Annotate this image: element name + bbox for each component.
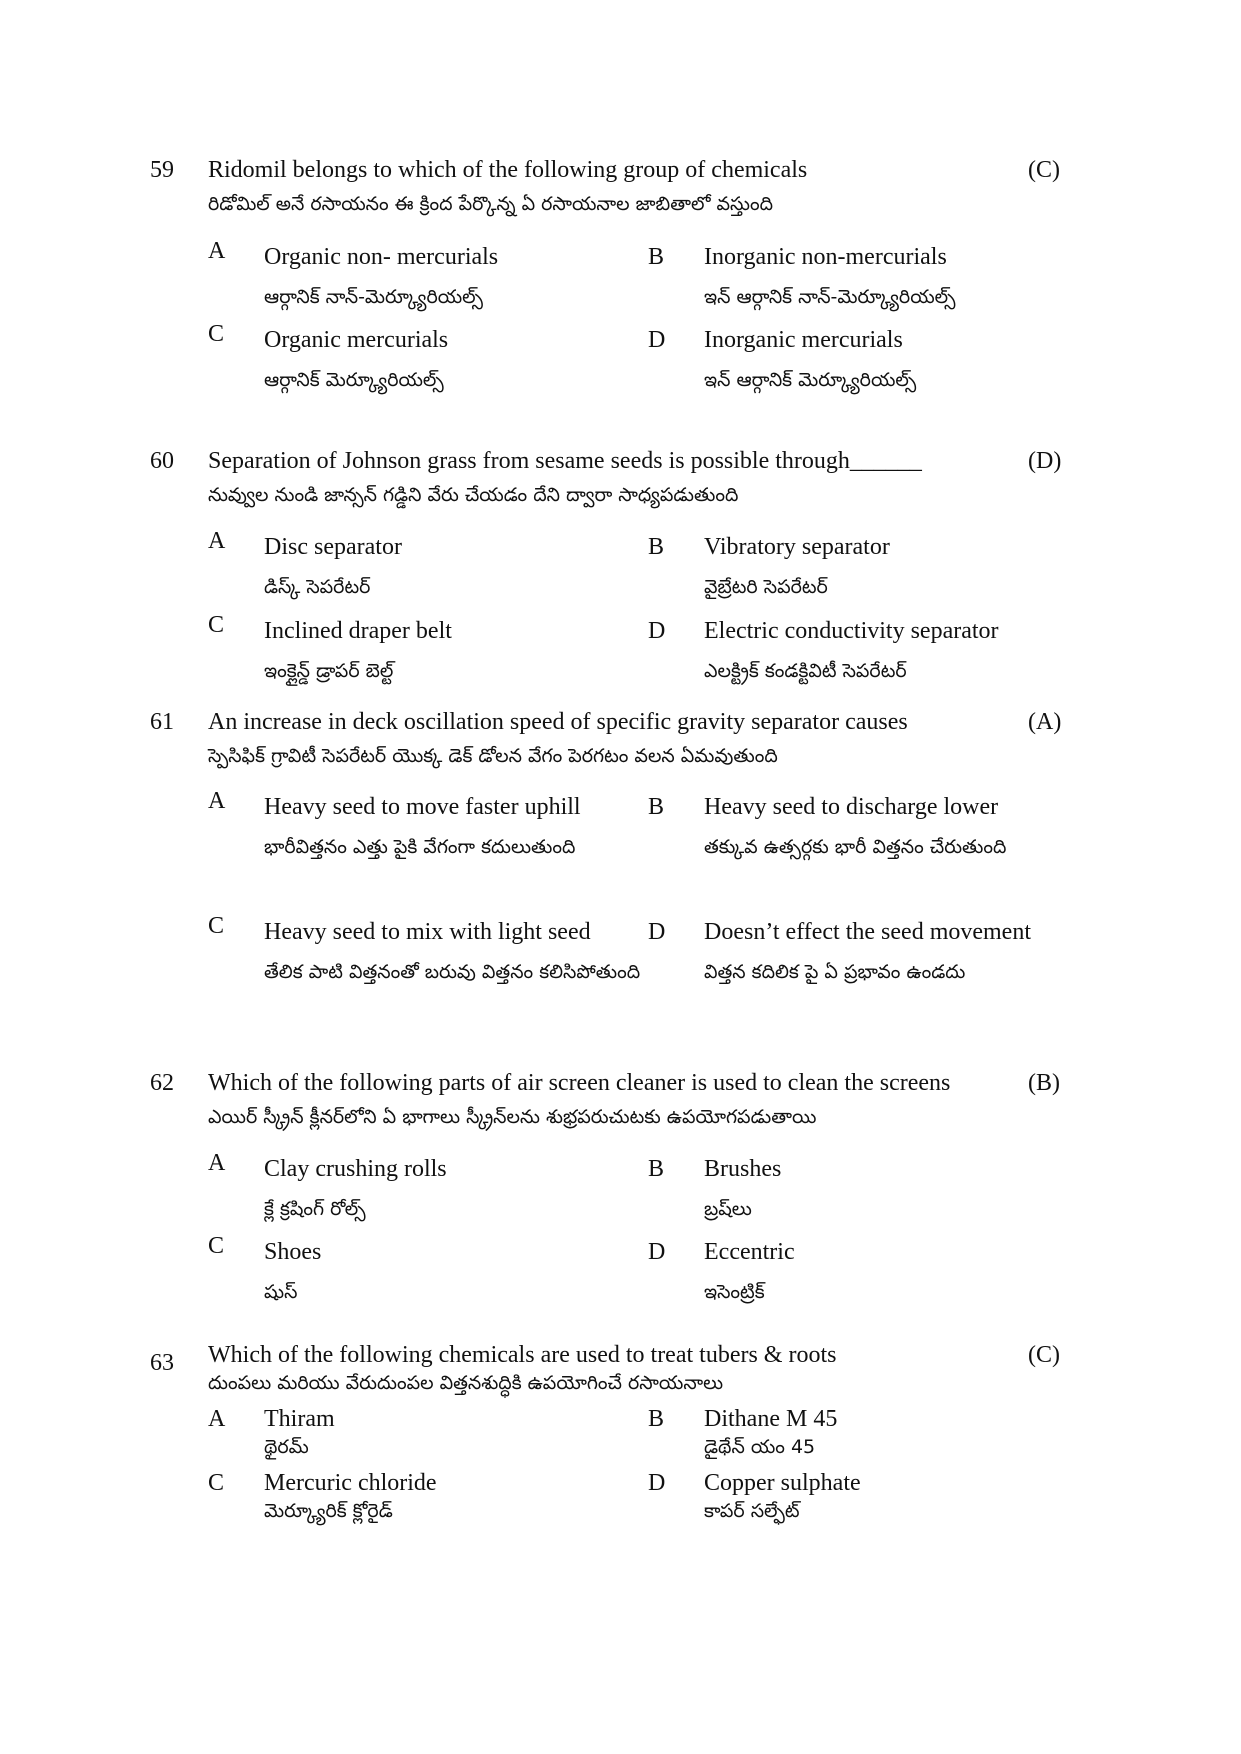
option-text-telugu: బ్రష్‌లు (704, 1198, 752, 1220)
question-number: 61 (150, 709, 174, 735)
option-text-english: Copper sulphate (704, 1470, 861, 1496)
answer-key: (D) (1028, 448, 1062, 474)
option-letter: C (208, 321, 225, 347)
question-number: 62 (150, 1070, 174, 1096)
option-text-telugu: భారీవిత్తనం ఎత్తు పైకి వేగంగా కదులుతుంది (264, 836, 576, 858)
question-text-english: Which of the following chemicals are used to treat tubers & roots (208, 1342, 837, 1368)
option-letter: D (648, 1239, 666, 1265)
option-text-english: Dithane M 45 (704, 1406, 838, 1432)
option-text-english: Vibratory separator (704, 534, 890, 560)
answer-key: (B) (1028, 1070, 1060, 1096)
option-text-telugu: థైరమ్ (264, 1436, 309, 1458)
option-text-telugu: విత్తన కదిలిక పై ఏ ప్రభావం ఉండదు (704, 961, 966, 983)
option-letter: C (208, 1233, 225, 1259)
option-letter: D (648, 1470, 666, 1496)
option-text-english: Clay crushing rolls (264, 1156, 447, 1182)
option-text-english: Shoes (264, 1239, 322, 1265)
option-text-english: Doesn’t effect the seed movement (704, 919, 1031, 945)
question-number: 60 (150, 448, 174, 474)
option-text-telugu: మెర్క్యూరిక్ క్లోరైడ్ (264, 1500, 393, 1522)
option-letter: B (648, 1156, 665, 1182)
option-text-telugu: ఆర్గానిక్ నాన్-మెర్క్యూరియల్స్ (264, 286, 483, 308)
option-text-telugu: తక్కువ ఉత్సర్గకు భారీ విత్తనం చేరుతుంది (704, 836, 1007, 858)
option-letter: D (648, 618, 666, 644)
option-letter: A (208, 238, 226, 264)
question-text-telugu: స్పెసిఫిక్ గ్రావిటీ సెపరేటర్ యొక్క డెక్ డోలన వేగం పెరగటం వలన ఏమవుతుంది (208, 745, 778, 767)
question-number: 59 (150, 157, 174, 183)
option-text-english: Heavy seed to discharge lower (704, 794, 999, 820)
option-text-telugu: ఇన్ ఆర్గానిక్ మెర్క్యూరియల్స్ (704, 369, 917, 391)
option-text-english: Heavy seed to mix with light seed (264, 919, 591, 945)
option-text-telugu: ఇంక్లైన్డ్ డ్రాపర్ బెల్ట్ (264, 660, 394, 682)
option-text-english: Brushes (704, 1156, 782, 1182)
option-text-telugu: క్లే క్రషింగ్ రోల్స్ (264, 1198, 366, 1220)
question-text-telugu: ఎయిర్ స్క్రీన్ క్లీనర్‌లోని ఏ భాగాలు స్క్రీన్‌లను శుభ్రపరుచుటకు ఉపయోగపడుతాయి (208, 1106, 817, 1128)
question-text-english: Separation of Johnson grass from sesame seeds is possible through______ (208, 448, 922, 474)
option-letter: B (648, 534, 665, 560)
option-letter: C (208, 612, 225, 638)
option-letter: C (208, 913, 225, 939)
option-text-english: Eccentric (704, 1239, 795, 1265)
option-text-english: Mercuric chloride (264, 1470, 437, 1496)
option-letter: B (648, 794, 665, 820)
option-letter: C (208, 1470, 225, 1496)
option-letter: A (208, 528, 226, 554)
option-text-english: Inclined draper belt (264, 618, 452, 644)
option-text-telugu: కాపర్ సల్ఫేట్ (704, 1500, 800, 1522)
option-text-english: Disc separator (264, 534, 402, 560)
option-text-english: Electric conductivity separator (704, 618, 999, 644)
option-letter: A (208, 1406, 226, 1432)
option-text-telugu: ఆర్గానిక్ మెర్క్యూరియల్స్ (264, 369, 444, 391)
question-number: 63 (150, 1350, 174, 1376)
option-text-english: Heavy seed to move faster uphill (264, 794, 581, 820)
option-text-english: Inorganic non-mercurials (704, 244, 947, 270)
option-text-telugu: షుస్ (264, 1281, 298, 1303)
option-text-english: Organic mercurials (264, 327, 449, 353)
option-letter: A (208, 788, 226, 814)
answer-key: (C) (1028, 1342, 1060, 1368)
option-text-telugu: వైబ్రేటరి సెపరేటర్ (704, 576, 828, 598)
question-text-english: Ridomil belongs to which of the following group of chemicals (208, 157, 808, 183)
option-text-telugu: తేలిక పాటి విత్తనంతో బరువు విత్తనం కలిసిపోతుంది (264, 961, 641, 983)
question-text-english: An increase in deck oscillation speed of specific gravity separator causes (208, 709, 908, 735)
option-text-telugu: డిస్క్ సెపరేటర్ (264, 576, 371, 598)
question-text-telugu: రిడోమిల్ అనే రసాయనం ఈ క్రింద పేర్కొన్న ఏ రసాయనాల జాబితాలో వస్తుంది (208, 193, 774, 215)
answer-key: (A) (1028, 709, 1062, 735)
answer-key: (C) (1028, 157, 1060, 183)
option-text-english: Thiram (264, 1406, 335, 1432)
option-text-telugu: ఇసెంట్రిక్ (704, 1281, 765, 1303)
option-text-telugu: ఇన్ ఆర్గానిక్ నాన్-మెర్క్యూరియల్స్ (704, 286, 956, 308)
option-letter: D (648, 327, 666, 353)
option-letter: B (648, 1406, 665, 1432)
option-letter: A (208, 1150, 226, 1176)
option-text-telugu: డైథేన్ యం 45 (704, 1436, 816, 1458)
option-text-telugu: ఎలక్ట్రిక్ కండక్టివిటీ సెపరేటర్ (704, 660, 907, 682)
option-letter: D (648, 919, 666, 945)
option-letter: B (648, 244, 665, 270)
question-text-telugu: దుంపలు మరియు వేరుదుంపల విత్తనశుద్ధికి ఉపయోగించే రసాయనాలు (208, 1372, 724, 1394)
question-text-telugu: నువ్వుల నుండి జాన్సన్ గడ్డిని వేరు చేయడం దేని ద్వారా సాధ్యపడుతుంది (208, 484, 739, 506)
option-text-english: Inorganic mercurials (704, 327, 903, 353)
question-text-english: Which of the following parts of air screen cleaner is used to clean the screens (208, 1070, 951, 1096)
option-text-english: Organic non- mercurials (264, 244, 499, 270)
